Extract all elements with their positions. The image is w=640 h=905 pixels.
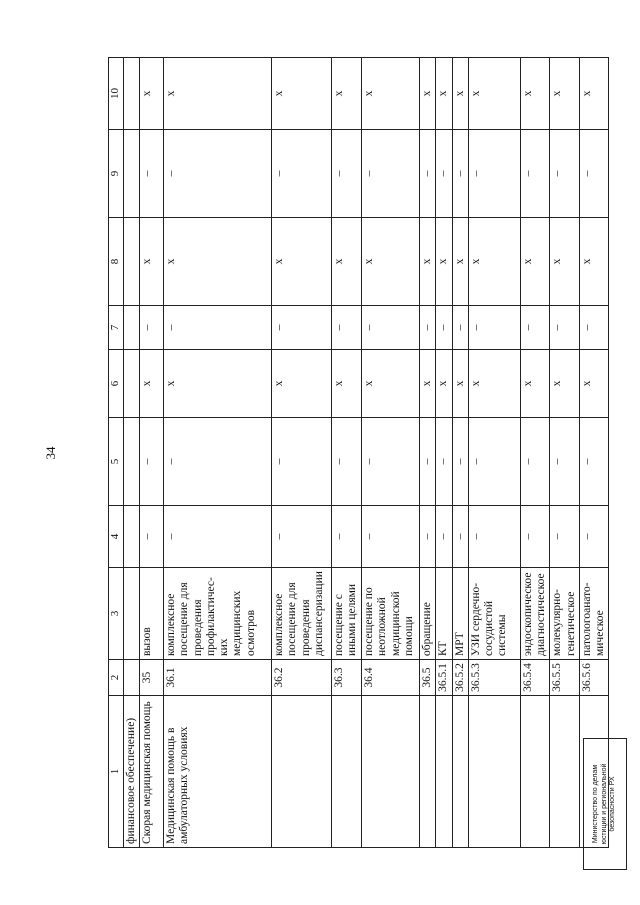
table-cell-col-5: – [550,418,579,506]
table-row [520,58,549,848]
table-cell-col-7: – [164,306,272,350]
column-header: 7 [109,306,124,350]
table-cell-col-8: x [164,218,272,306]
section-cell: финансовое обеспечение) [124,696,140,848]
table-cell-col-8: x [362,218,420,306]
table-cell-col-10: x [468,58,520,130]
table-cell-col-5: – [140,418,164,506]
table-cell-col-2: 36.5.3 [468,660,520,696]
table-cell-col-1 [420,696,436,848]
table-cell-col-8: x [468,218,520,306]
table-cell-col-5: – [332,418,362,506]
table-cell-col-3: посещение с иными целями [332,568,362,660]
table-cell-col-10: x [520,58,549,130]
table-cell-col-5: – [164,418,272,506]
table-cell-col-4: – [436,506,452,568]
table-cell-col-8: x [420,218,436,306]
registration-stamp [583,738,627,870]
column-header: 6 [109,350,124,418]
table-cell-col-4: – [468,506,520,568]
table-cell-col-9: – [436,130,452,218]
table-cell-col-6: x [362,350,420,418]
table-cell-col-6: x [272,350,332,418]
table-cell-col-9: – [420,130,436,218]
table-cell-col-9: – [332,130,362,218]
table-cell-col-7: – [332,306,362,350]
table-cell-col-7: – [468,306,520,350]
table-row [140,58,164,848]
table-cell-col-6: x [452,350,468,418]
table-cell-col-2: 36.5.2 [452,660,468,696]
column-header: 10 [109,58,124,130]
table-cell-col-3: эндоскопическое диагностическое [520,568,549,660]
table-cell-col-7: – [272,306,332,350]
header-row [109,58,124,848]
table-cell-col-7: – [436,306,452,350]
table-cell-col-1 [272,696,332,848]
table-cell-col-9: – [362,130,420,218]
table-cell-col-8: x [272,218,332,306]
table-cell-col-8: x [436,218,452,306]
table-cell-col-1 [468,696,520,848]
table-cell-col-4: – [362,506,420,568]
table-cell-col-7: – [520,306,549,350]
table-row [332,58,362,848]
table-cell-col-10: x [332,58,362,130]
table-cell-col-8: x [579,218,608,306]
table-cell-col-9: – [520,130,549,218]
table-cell-col-8: x [520,218,549,306]
table-cell-col-6: x [140,350,164,418]
table-cell-col-2: 36.5 [420,660,436,696]
table-row [550,58,579,848]
table-cell-col-4: – [164,506,272,568]
table-cell-col-1: Медицинская помощь в амбулаторных условиях [164,696,272,848]
table-cell-col-2: 36.1 [164,660,272,696]
section-row [124,58,140,848]
table-cell-col-6: x [436,350,452,418]
table-cell-col-6: x [420,350,436,418]
table-cell-col-4: – [550,506,579,568]
table-cell-col-3: УЗИ сердечно-сосудистой системы [468,568,520,660]
table-cell-col-4: – [452,506,468,568]
table-cell-col-8: x [550,218,579,306]
table-cell-col-5: – [436,418,452,506]
stamp-line: безопасности РХ [609,776,617,832]
table-cell-col-5: – [520,418,549,506]
table-cell-col-6: x [164,350,272,418]
column-header: 8 [109,218,124,306]
column-header: 9 [109,130,124,218]
table-cell-col-3: МРТ [452,568,468,660]
table-cell-col-1 [452,696,468,848]
table-cell-col-2: 36.5.6 [579,660,608,696]
table-cell-col-5: – [452,418,468,506]
table-row [420,58,436,848]
table-cell-col-3: КТ [436,568,452,660]
table-cell-col-6: x [468,350,520,418]
table-cell-col-5: – [420,418,436,506]
table-cell-col-3: патологоанато-мическое [579,568,608,660]
table-cell-col-10: x [452,58,468,130]
table-cell-col-9: – [164,130,272,218]
table-cell-col-1 [436,696,452,848]
column-header: 3 [109,568,124,660]
table-cell-col-9: – [140,130,164,218]
table-cell-col-8: x [452,218,468,306]
table-cell-col-3: комплексное посещение для проведения диспансеризации [272,568,332,660]
table-cell-col-1: Скорая медицинская помощь [140,696,164,848]
table-cell-col-3: вызов [140,568,164,660]
table-cell-col-5: – [579,418,608,506]
stamp-line: юстиции и региональной [600,763,608,845]
table-cell-col-6: x [550,350,579,418]
table-cell-col-1 [332,696,362,848]
page-number: 34 [43,446,58,460]
table-cell-col-9: – [468,130,520,218]
table-row [468,58,520,848]
table-cell-col-10: x [579,58,608,130]
table-cell-col-7: – [550,306,579,350]
table-cell-col-7: – [420,306,436,350]
table-row [362,58,420,848]
table-cell-col-6: x [579,350,608,418]
table-cell-col-8: x [140,218,164,306]
table-cell-col-3: комплексное посещение для проведения профилактичес-ких медицинских осмотров [164,568,272,660]
table-cell-col-9: – [550,130,579,218]
table-row [272,58,332,848]
table-cell-col-6: x [332,350,362,418]
stamp-line: Министерство по делам [592,764,600,844]
table-cell-col-4: – [579,506,608,568]
table-cell-col-10: x [550,58,579,130]
table-cell-col-2: 36.2 [272,660,332,696]
table-cell-col-10: x [140,58,164,130]
column-header: 1 [109,696,124,848]
table-cell-col-4: – [520,506,549,568]
table-cell-col-7: – [140,306,164,350]
table-cell-col-5: – [272,418,332,506]
table-cell-col-3: молекулярно-генетическое [550,568,579,660]
table-cell-col-9: – [452,130,468,218]
table-cell-col-10: x [436,58,452,130]
table-cell-col-2: 36.4 [362,660,420,696]
table-cell-col-3: посещение по неотложной медицинской помощи [362,568,420,660]
table-cell-col-4: – [420,506,436,568]
table-cell-col-7: – [579,306,608,350]
table-cell-col-5: – [362,418,420,506]
table-cell-col-2: 36.5.1 [436,660,452,696]
table-cell-col-10: x [362,58,420,130]
table-cell-col-9: – [272,130,332,218]
table-cell-col-2: 36.5.4 [520,660,549,696]
table-cell-col-10: x [164,58,272,130]
table-cell-col-1 [520,696,549,848]
column-header: 5 [109,418,124,506]
table-cell-col-4: – [332,506,362,568]
column-header: 4 [109,506,124,568]
table-cell-col-10: x [272,58,332,130]
table-cell-col-2: 36.5.5 [550,660,579,696]
table-row [452,58,468,848]
table-cell-col-8: x [332,218,362,306]
table-cell-col-2: 36.3 [332,660,362,696]
column-header: 2 [109,660,124,696]
table-row [436,58,452,848]
table-cell-col-5: – [468,418,520,506]
table-cell-col-4: – [272,506,332,568]
table-cell-col-1 [550,696,579,848]
table-row [164,58,272,848]
table-cell-col-7: – [452,306,468,350]
table-cell-col-4: – [140,506,164,568]
table-cell-col-6: x [520,350,549,418]
table-cell-col-9: – [579,130,608,218]
table-cell-col-1 [362,696,420,848]
table-cell-col-7: – [362,306,420,350]
table-row [579,58,608,848]
table-cell-col-2: 35 [140,660,164,696]
table-cell-col-10: x [420,58,436,130]
table-cell-col-3: обращение [420,568,436,660]
data-table [108,57,609,848]
